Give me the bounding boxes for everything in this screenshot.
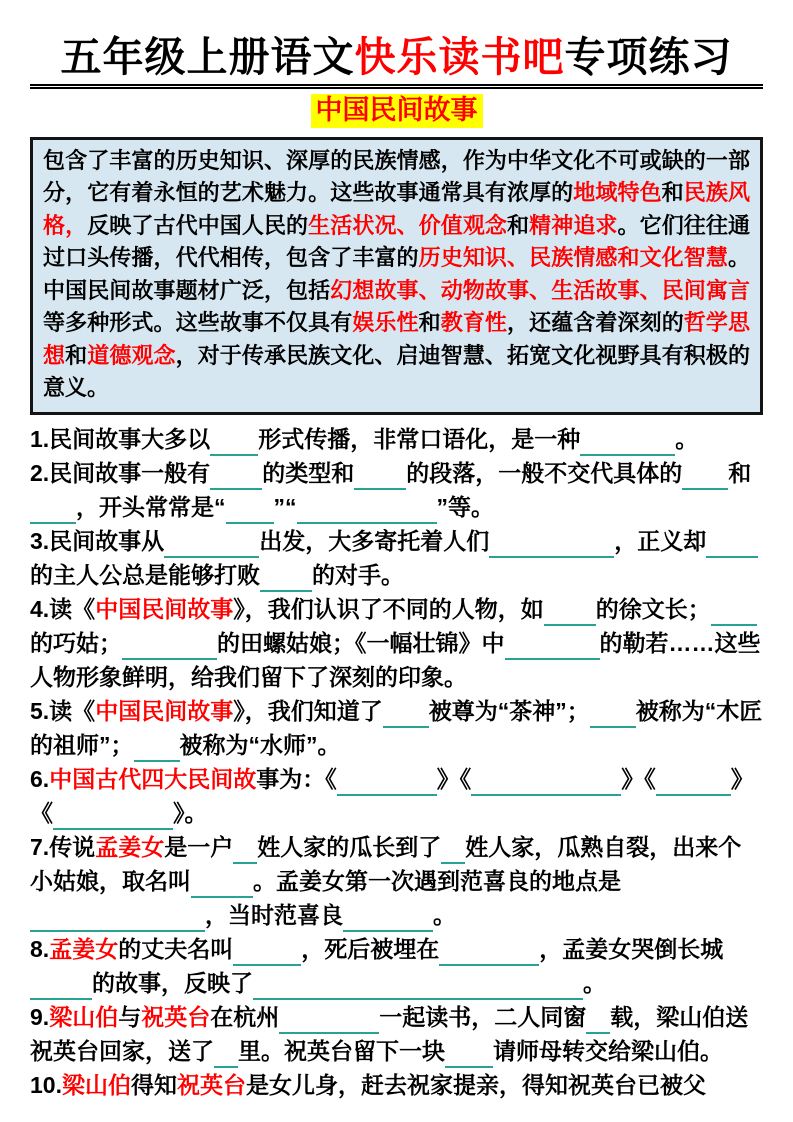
text-segment: 被称为“木匠的祖师”； <box>30 697 763 758</box>
text-segment: 载，梁山伯送祝英台回家，送了 <box>30 1003 749 1064</box>
text-segment: 4.读《 <box>30 595 96 622</box>
text-segment: 》。 <box>173 799 208 826</box>
answer-blank[interactable] <box>337 768 437 796</box>
answer-blank[interactable] <box>210 428 258 456</box>
text-segment: 幻想故事、动物故事、生活故事、民间寓言 <box>330 277 750 303</box>
answer-blank[interactable] <box>505 632 600 660</box>
text-segment: 》《 <box>436 765 472 792</box>
text-segment: 。 <box>433 901 456 928</box>
text-segment: ，对于传承民族文化、启迪智慧、拓宽文化视野具有积极的意义。 <box>43 342 750 401</box>
text-segment: 中国民间故事 <box>95 697 234 724</box>
text-segment: ，开头常常是“ <box>76 493 226 520</box>
text-segment: 民族风格， <box>43 180 750 238</box>
text-segment: 在杭州 <box>210 1003 280 1030</box>
text-segment: 和 <box>65 342 88 368</box>
answer-blank[interactable] <box>233 836 257 864</box>
answer-blank[interactable] <box>164 530 259 558</box>
answer-blank[interactable] <box>134 734 180 762</box>
answer-blank[interactable] <box>586 1006 610 1034</box>
text-segment: 得知 <box>130 1071 177 1098</box>
text-segment: 》《 <box>621 765 656 792</box>
question-item <box>30 422 763 456</box>
page-title <box>30 34 763 81</box>
text-segment: 历史知识、民族情感和文化智慧 <box>418 245 728 271</box>
answer-blank[interactable] <box>191 870 253 898</box>
text-segment: 6. <box>30 765 50 792</box>
answer-blank[interactable] <box>580 428 675 456</box>
subtitle-badge: 中国民间故事 <box>311 94 483 128</box>
answer-blank[interactable] <box>439 938 539 966</box>
text-segment: 被尊为“茶神”； <box>428 697 590 724</box>
answer-blank[interactable] <box>210 462 262 490</box>
text-segment: 和 <box>507 212 530 238</box>
text-segment: 一起读书，二人同窗 <box>379 1003 587 1030</box>
text-segment: 形式传播，非常口语化，是一种 <box>258 425 581 452</box>
subtitle-row <box>0 94 793 128</box>
answer-blank[interactable] <box>445 1040 493 1068</box>
question-item <box>30 1068 763 1102</box>
text-segment: 道德观念 <box>87 342 176 368</box>
text-segment: 。中国民间故事题材广泛，包括 <box>43 245 750 303</box>
text-segment: 梁山伯 <box>49 1003 119 1030</box>
answer-blank[interactable] <box>354 462 406 490</box>
text-segment: 的徐文长； <box>595 595 711 622</box>
answer-blank[interactable] <box>441 836 465 864</box>
text-segment: 的段落，一般不交代具体的 <box>406 459 683 486</box>
text-segment: 10. <box>30 1071 62 1098</box>
text-segment: 》《 <box>30 765 754 826</box>
text-segment: 的巧姑； <box>30 629 122 656</box>
text-segment: 快乐读书吧 <box>354 34 565 80</box>
text-segment: 请师母转交给梁山伯。 <box>493 1037 723 1064</box>
text-segment: 》，我们认识了不同的人物，如 <box>233 595 544 622</box>
text-segment: 的类型和 <box>262 459 355 486</box>
text-segment: 的主人公总是能够打败 <box>30 561 260 588</box>
text-segment: 中国古代四大民间故 <box>49 765 257 792</box>
answer-blank[interactable] <box>214 1040 238 1068</box>
question-item <box>30 592 763 694</box>
text-segment: 地域特色 <box>573 180 662 206</box>
text-segment: 专项练习 <box>564 34 733 80</box>
answer-blank[interactable] <box>122 632 217 660</box>
text-segment: 5.读《 <box>30 697 96 724</box>
text-segment: 。 <box>675 425 699 452</box>
intro-box <box>30 137 763 415</box>
questions-list <box>30 422 763 1102</box>
text-segment: 7.传说 <box>30 833 96 860</box>
text-segment: 1.民间故事大多以 <box>30 425 211 452</box>
text-segment: 姓人家，瓜熟自裂，出来个小姑娘，取名叫 <box>30 833 742 894</box>
text-segment: 》，我们知道了 <box>233 697 383 724</box>
answer-blank[interactable] <box>253 972 583 1000</box>
text-segment: 9. <box>30 1003 50 1030</box>
answer-blank[interactable] <box>383 700 429 728</box>
text-segment: 3.民间故事从 <box>30 527 165 554</box>
answer-blank[interactable] <box>656 768 731 796</box>
answer-blank[interactable] <box>343 904 433 932</box>
text-segment: 五年级上册语文 <box>60 34 355 80</box>
text-segment: ，孟姜女哭倒长城 <box>539 935 724 962</box>
answer-blank[interactable] <box>471 768 621 796</box>
text-segment: 的故事，反映了 <box>92 969 253 996</box>
text-segment: 与 <box>118 1003 142 1030</box>
answer-blank[interactable] <box>682 462 728 490</box>
answer-blank[interactable] <box>260 564 312 592</box>
text-segment: 祝英台 <box>176 1071 246 1098</box>
question-item <box>30 456 763 524</box>
text-segment: 祝英台 <box>141 1003 211 1030</box>
answer-blank[interactable] <box>544 598 596 626</box>
text-segment: 是女儿身，赶去祝家提亲，得知祝英台已被父 <box>245 1071 706 1098</box>
text-segment: 包含了丰富的历史知识、深厚的民族情感，作为中华文化不可或缺的一部分，它有着永恒的艺术魅力。这些故事通常具有浓厚的 <box>43 147 750 206</box>
question-item <box>30 694 763 762</box>
text-segment: 精神追求 <box>529 212 618 238</box>
question-item <box>30 830 763 932</box>
text-segment: 被称为“水师”。 <box>179 731 341 758</box>
text-segment: 梁山伯 <box>61 1071 131 1098</box>
text-segment: 出发，大多寄托着人们 <box>259 527 490 554</box>
answer-blank[interactable] <box>489 530 614 558</box>
text-segment: ”等。 <box>436 493 494 520</box>
text-segment: ”“ <box>273 493 297 520</box>
text-segment: 姓人家的瓜长到了 <box>257 833 442 860</box>
text-segment: 的勒若……这些人物形象鲜明，给我们留下了深刻的印象。 <box>30 629 761 690</box>
text-segment: 教育性 <box>440 310 508 336</box>
text-segment: 的丈夫名叫 <box>118 935 234 962</box>
question-item <box>30 762 763 830</box>
answer-blank[interactable] <box>590 700 636 728</box>
text-segment: 2.民间故事一般有 <box>30 459 211 486</box>
text-segment: 反映了古代中国人民的 <box>87 212 309 238</box>
text-segment: 哲学思想 <box>43 310 750 368</box>
text-segment: 和 <box>661 180 684 206</box>
answer-blank[interactable] <box>233 938 301 966</box>
text-segment: ，正义却 <box>614 527 707 554</box>
text-segment: 和 <box>728 459 752 486</box>
answer-blank[interactable] <box>706 530 758 558</box>
text-segment: 孟姜女 <box>95 833 165 860</box>
text-segment: 。它们往往通过口头传播，代代相传，包含了丰富的 <box>43 212 750 271</box>
text-segment: 里。祝英台留下一块 <box>238 1037 445 1064</box>
text-segment: 。 <box>583 969 606 996</box>
text-segment: 孟姜女 <box>49 935 119 962</box>
question-item <box>30 524 763 592</box>
text-segment: 是一户 <box>164 833 234 860</box>
question-item <box>30 1000 763 1068</box>
answer-blank[interactable] <box>711 598 757 626</box>
text-segment: 。孟姜女第一次遇到范喜良的地点是 <box>253 867 621 894</box>
answer-blank[interactable] <box>30 904 205 932</box>
answer-blank[interactable] <box>279 1006 379 1034</box>
text-segment: 中国民间故事 <box>95 595 234 622</box>
text-segment: 8. <box>30 935 50 962</box>
answer-blank[interactable] <box>226 496 274 524</box>
title-underline <box>30 34 763 89</box>
answer-blank[interactable] <box>297 496 437 524</box>
question-item <box>30 932 763 1000</box>
text-segment: ，当时范喜良 <box>205 901 343 928</box>
text-segment: 娱乐性 <box>352 310 419 336</box>
text-segment: 的对手。 <box>312 561 404 588</box>
answer-blank[interactable] <box>30 972 92 1000</box>
text-segment: 生活状况、价值观念 <box>308 212 508 238</box>
text-segment: ，还蕴含着深刻的 <box>507 310 684 336</box>
text-segment: 和 <box>418 310 441 336</box>
answer-blank[interactable] <box>30 496 76 524</box>
text-segment: ，死后被埋在 <box>301 935 440 962</box>
text-segment: 事为：《 <box>256 765 337 792</box>
text-segment: 等多种形式。这些故事不仅具有 <box>43 310 353 336</box>
answer-blank[interactable] <box>53 802 173 830</box>
text-segment: 的田螺姑娘；《一幅壮锦》中 <box>217 629 505 656</box>
